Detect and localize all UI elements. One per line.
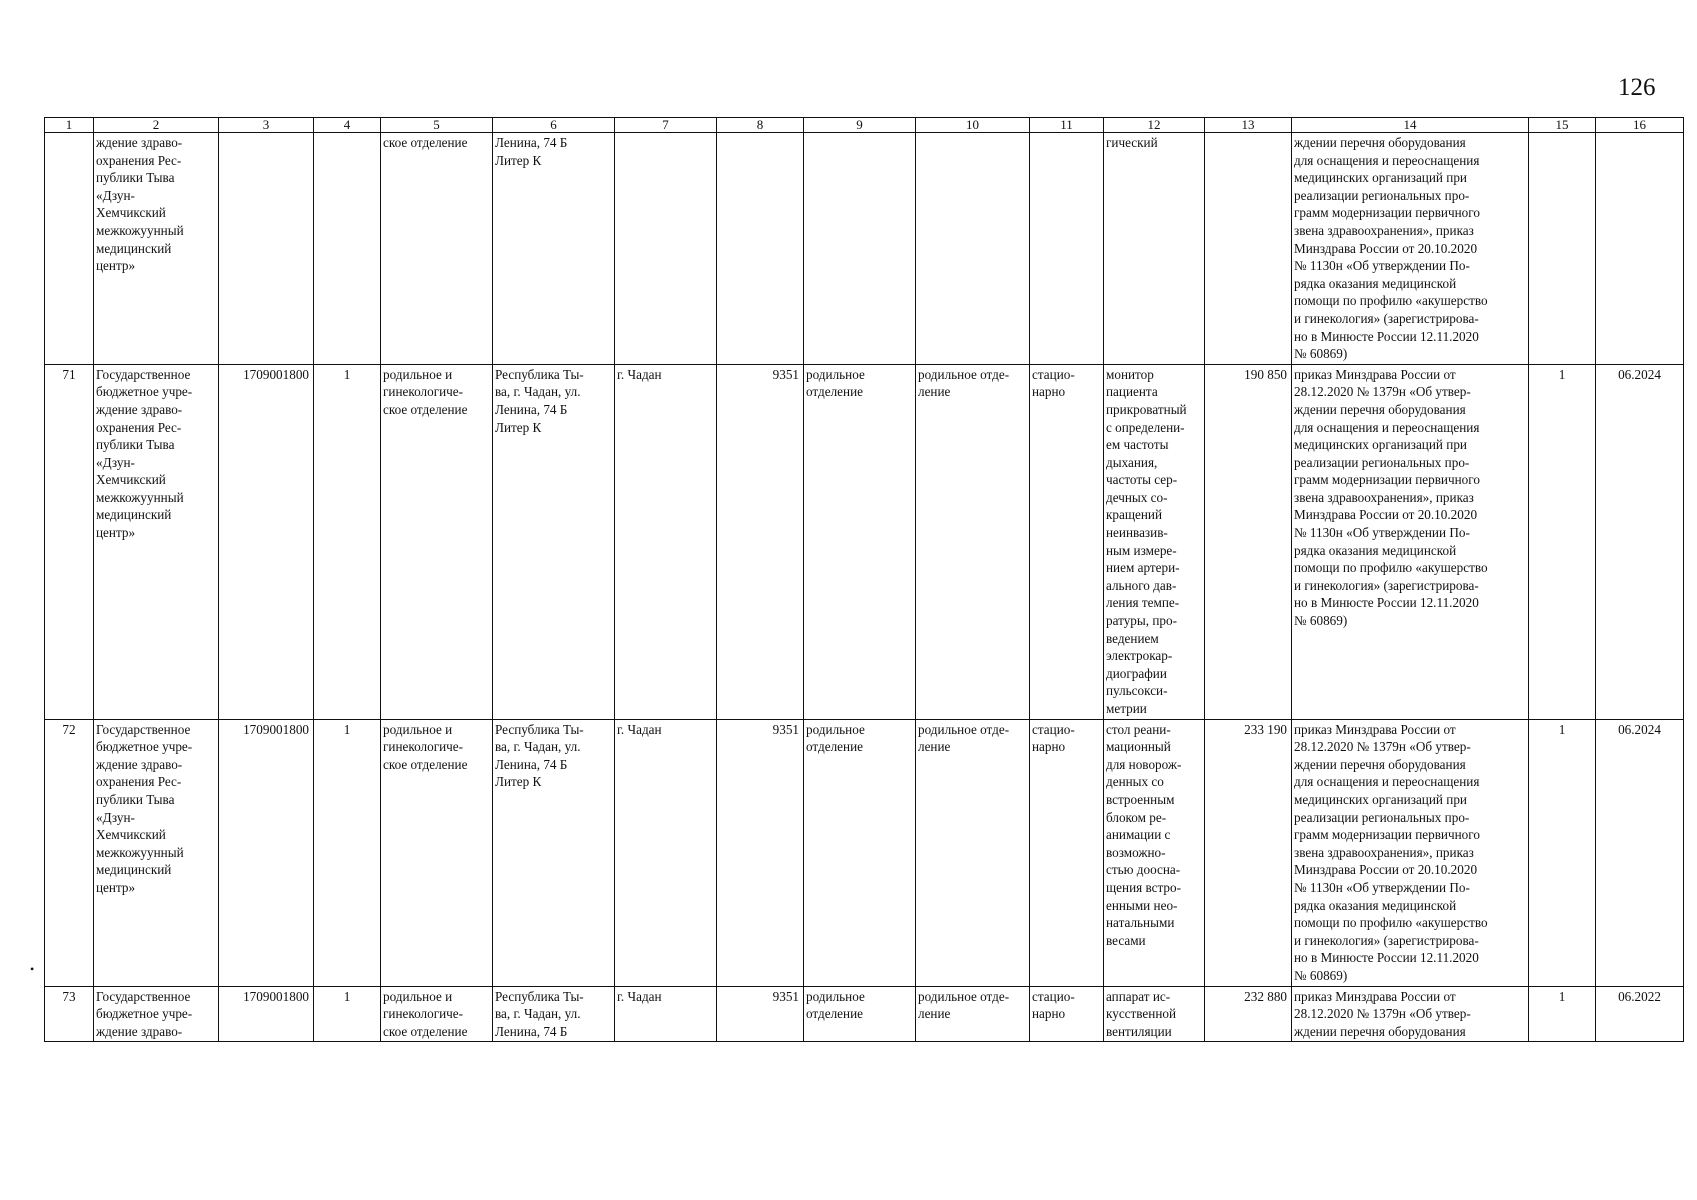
- cell-col-15: 1: [1529, 364, 1596, 719]
- cell-col-4: 1: [314, 719, 381, 986]
- cell-col-15: [1529, 133, 1596, 365]
- cell-col-5: родильное и гинекологиче- ское отделение: [381, 364, 493, 719]
- cell-col-13: 232 880: [1205, 986, 1292, 1042]
- cell-col-13: 233 190: [1205, 719, 1292, 986]
- cell-col-7: г. Чадан: [615, 364, 717, 719]
- cell-col-13: [1205, 133, 1292, 365]
- cell-col-12: монитор пациента прикроватный с определени- ем частоты дыхания, частоты сер- дечных со- кращений неинвазив- ным измере- нием артери- ального дав- ления темпе- ратуры, про- ведением электрокар- диографии пульсокси- метрии: [1104, 364, 1205, 719]
- cell-col-3: [219, 133, 314, 365]
- cell-col-11: [1030, 133, 1104, 365]
- cell-col-3: 1709001800: [219, 364, 314, 719]
- cell-col-4: 1: [314, 364, 381, 719]
- header-row: [45, 118, 1684, 133]
- cell-col-10: [916, 133, 1030, 365]
- cell-col-4: [314, 133, 381, 365]
- cell-col-12: стол реани- мационный для новорож- денных со встроенным блоком ре- анимации с возможно- стью доосна- щения встро- енными нео- натальными весами: [1104, 719, 1205, 986]
- cell-col-2: Государственное бюджетное учре- ждение здраво- охранения Рес- публики Тыва «Дзун- Хемчикский межкожуунный медицинский центр»: [94, 364, 219, 719]
- cell-col-8: 9351: [717, 986, 804, 1042]
- cell-col-14: ждении перечня оборудования для оснащения и переоснащения медицинских организаций при реализации региональных про- грамм модернизации первичного звена здравоохранения», приказ Минздрава России от 20.10.2020 № 1130н «Об утверждении По- рядка оказания медицинской помощи по профилю «акушерство и гинекология» (зарегистрирова- но в Минюсте России 12.11.2020 № 60869): [1292, 133, 1529, 365]
- cell-col-1: 72: [45, 719, 94, 986]
- cell-col-16: 06.2024: [1596, 364, 1684, 719]
- cell-col-11: стацио- нарно: [1030, 364, 1104, 719]
- cell-col-5: родильное и гинекологиче- ское отделение: [381, 719, 493, 986]
- cell-col-7: г. Чадан: [615, 986, 717, 1042]
- column-header-9: 9: [804, 118, 916, 133]
- cell-col-8: 9351: [717, 719, 804, 986]
- column-header-15: 15: [1529, 118, 1596, 133]
- cell-col-3: 1709001800: [219, 719, 314, 986]
- column-header-7: 7: [615, 118, 717, 133]
- cell-col-3: 1709001800: [219, 986, 314, 1042]
- cell-col-16: [1596, 133, 1684, 365]
- column-header-12: 12: [1104, 118, 1205, 133]
- cell-col-16: 06.2022: [1596, 986, 1684, 1042]
- page-number: 126: [1618, 74, 1656, 101]
- cell-col-8: 9351: [717, 364, 804, 719]
- table-row: [45, 719, 1684, 986]
- table-row: [45, 986, 1684, 1042]
- cell-col-1: 71: [45, 364, 94, 719]
- cell-col-4: 1: [314, 986, 381, 1042]
- cell-col-6: Ленина, 74 Б Литер К: [493, 133, 615, 365]
- cell-col-5: родильное и гинекологиче- ское отделение: [381, 986, 493, 1042]
- cell-col-14: приказ Минздрава России от 28.12.2020 № 1379н «Об утвер- ждении перечня оборудования для оснащения и переоснащения медицинских организаций при реализации региональных про- грамм модернизации первичного звена здравоохранения», приказ Минздрава России от 20.10.2020 № 1130н «Об утверждении По- рядка оказания медицинской помощи по профилю «акушерство и гинекология» (зарегистрирова- но в Минюсте России 12.11.2020 № 60869): [1292, 719, 1529, 986]
- cell-col-12: аппарат ис- кусственной вентиляции: [1104, 986, 1205, 1042]
- column-header-11: 11: [1030, 118, 1104, 133]
- cell-col-15: 1: [1529, 986, 1596, 1042]
- cell-col-2: ждение здраво- охранения Рес- публики Тыва «Дзун- Хемчикский межкожуунный медицинский центр»: [94, 133, 219, 365]
- cell-col-11: стацио- нарно: [1030, 986, 1104, 1042]
- cell-col-7: г. Чадан: [615, 719, 717, 986]
- cell-col-1: [45, 133, 94, 365]
- cell-col-6: Республика Ты- ва, г. Чадан, ул. Ленина, 74 Б Литер К: [493, 364, 615, 719]
- cell-col-10: родильное отде- ление: [916, 986, 1030, 1042]
- cell-col-14: приказ Минздрава России от 28.12.2020 № 1379н «Об утвер- ждении перечня оборудования для оснащения и переоснащения медицинских организаций при реализации региональных про- грамм модернизации первичного звена здравоохранения», приказ Минздрава России от 20.10.2020 № 1130н «Об утверждении По- рядка оказания медицинской помощи по профилю «акушерство и гинекология» (зарегистрирова- но в Минюсте России 12.11.2020 № 60869): [1292, 364, 1529, 719]
- cell-col-9: [804, 133, 916, 365]
- cell-col-9: родильное отделение: [804, 719, 916, 986]
- cell-col-11: стацио- нарно: [1030, 719, 1104, 986]
- cell-col-2: Государственное бюджетное учре- ждение здраво- охранения Рес- публики Тыва «Дзун- Хемчикский межкожуунный медицинский центр»: [94, 719, 219, 986]
- table-row: [45, 133, 1684, 365]
- cell-col-5: ское отделение: [381, 133, 493, 365]
- column-header-10: 10: [916, 118, 1030, 133]
- cell-col-9: родильное отделение: [804, 986, 916, 1042]
- cell-col-10: родильное отде- ление: [916, 719, 1030, 986]
- column-header-8: 8: [717, 118, 804, 133]
- cell-col-10: родильное отде- ление: [916, 364, 1030, 719]
- cell-col-7: [615, 133, 717, 365]
- column-header-6: 6: [493, 118, 615, 133]
- column-header-2: 2: [94, 118, 219, 133]
- cell-col-12: гический: [1104, 133, 1205, 365]
- column-header-5: 5: [381, 118, 493, 133]
- cell-col-14: приказ Минздрава России от 28.12.2020 № 1379н «Об утвер- ждении перечня оборудования: [1292, 986, 1529, 1042]
- stray-mark: •: [30, 962, 35, 976]
- cell-col-6: Республика Ты- ва, г. Чадан, ул. Ленина, 74 Б: [493, 986, 615, 1042]
- cell-col-15: 1: [1529, 719, 1596, 986]
- table-row: [45, 364, 1684, 719]
- equipment-table: [44, 117, 1684, 1042]
- cell-col-16: 06.2024: [1596, 719, 1684, 986]
- cell-col-9: родильное отделение: [804, 364, 916, 719]
- column-header-3: 3: [219, 118, 314, 133]
- column-header-1: 1: [45, 118, 94, 133]
- column-header-14: 14: [1292, 118, 1529, 133]
- cell-col-6: Республика Ты- ва, г. Чадан, ул. Ленина, 74 Б Литер К: [493, 719, 615, 986]
- column-header-16: 16: [1596, 118, 1684, 133]
- cell-col-8: [717, 133, 804, 365]
- column-header-4: 4: [314, 118, 381, 133]
- cell-col-2: Государственное бюджетное учре- ждение здраво-: [94, 986, 219, 1042]
- column-header-13: 13: [1205, 118, 1292, 133]
- cell-col-1: 73: [45, 986, 94, 1042]
- cell-col-13: 190 850: [1205, 364, 1292, 719]
